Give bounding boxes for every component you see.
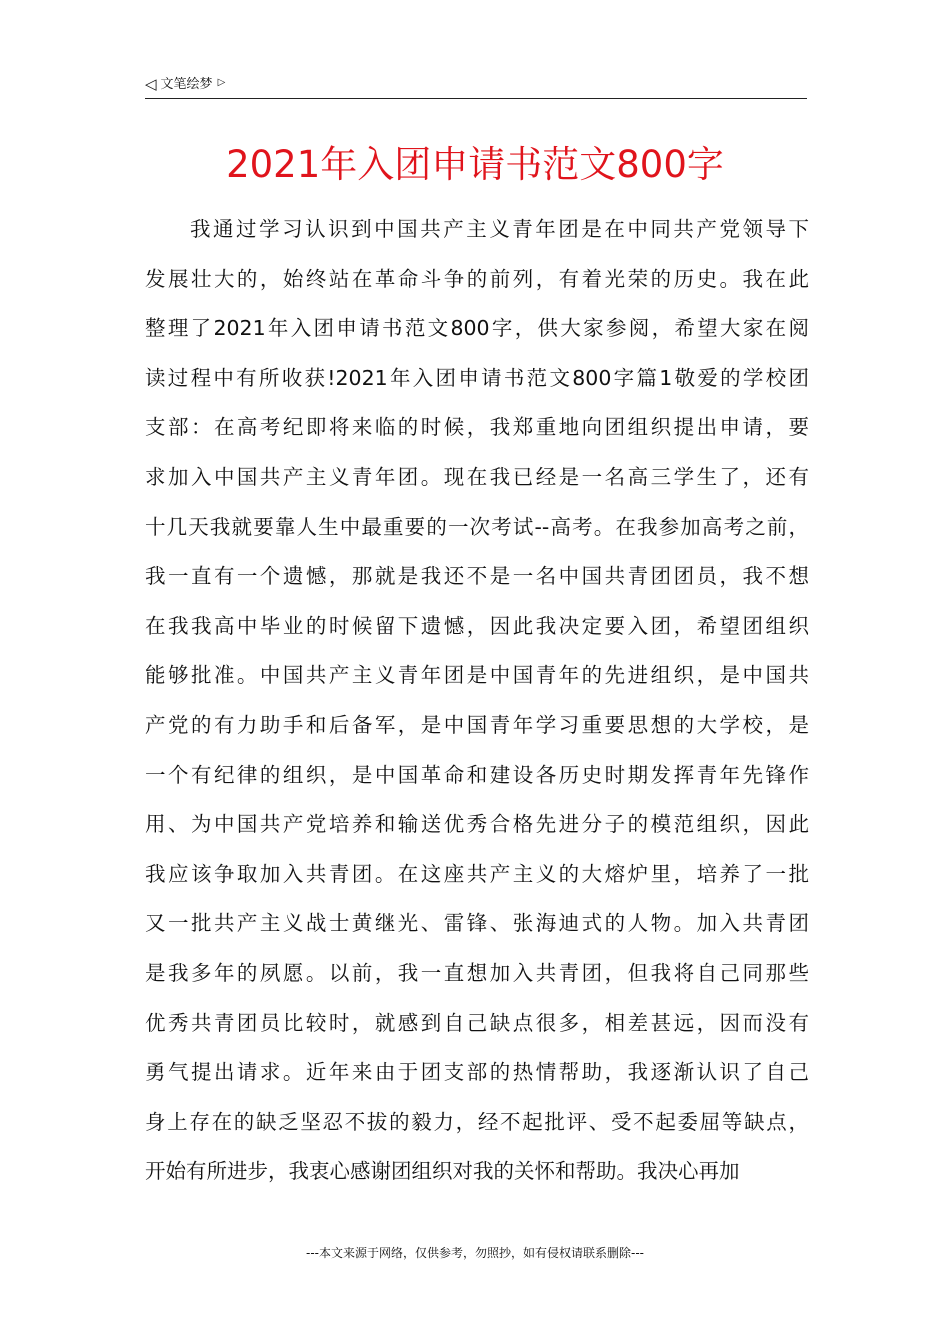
body-line: 求加入中国共产主义青年团。现在我已经是一名高三学生了，还有 bbox=[145, 464, 809, 489]
body-line: 产党的有力助手和后备军，是中国青年学习重要思想的大学校，是 bbox=[145, 712, 809, 737]
body-line: 我应该争取加入共青团。在这座共产主义的大熔炉里，培养了一批 bbox=[145, 861, 809, 886]
body-line: 读过程中有所收获!2021年入团申请书范文800字篇1敬爱的学校团 bbox=[145, 365, 809, 390]
body-line: 在我我高中毕业的时候留下遗憾，因此我决定要入团，希望团组织 bbox=[145, 613, 809, 638]
body-line: 又一批共产主义战士黄继光、雷锋、张海迪式的人物。加入共青团 bbox=[145, 911, 809, 936]
page-header bbox=[145, 76, 807, 99]
body-line: 身上存在的缺乏坚忍不拔的毅力，经不起批评、受不起委屈等缺点， bbox=[145, 1109, 809, 1134]
body-line: 用、为中国共产党培养和输送优秀合格先进分子的模范组织，因此 bbox=[145, 812, 809, 837]
triangle-right-icon: ▷ bbox=[217, 77, 226, 88]
body-line: 我通过学习认识到中国共产主义青年团是在中同共产党领导下 bbox=[190, 217, 809, 241]
document-body bbox=[145, 205, 809, 1197]
body-line: 整理了2021年入团申请书范文800字，供大家参阅，希望大家在阅 bbox=[145, 316, 809, 341]
body-line: 开始有所进步，我衷心感谢团组织对我的关怀和帮助。我决心再加 bbox=[145, 1159, 740, 1184]
body-line: 支部：在高考纪即将来临的时候，我郑重地向团组织提出申请，要 bbox=[145, 415, 809, 440]
triangle-left-icon: ◁ bbox=[145, 75, 157, 93]
body-line: 十几天我就要靠人生中最重要的一次考试--高考。在我参加高考之前， bbox=[145, 514, 809, 539]
body-line: 是我多年的夙愿。以前，我一直想加入共青团，但我将自己同那些 bbox=[145, 960, 809, 985]
document-title: 2021年入团申请书范文800字 bbox=[226, 143, 724, 186]
body-line: 能够批准。中国共产主义青年团是中国青年的先进组织，是中国共 bbox=[145, 663, 809, 688]
brand-name: 文笔绘梦 bbox=[160, 77, 213, 92]
body-line: 我一直有一个遗憾，那就是我还不是一名中国共青团团员，我不想 bbox=[145, 564, 809, 589]
body-line: 发展壮大的，始终站在革命斗争的前列，有着光荣的历史。我在此 bbox=[145, 266, 809, 291]
body-line: 优秀共青团员比较时，就感到自己缺点很多，相差甚远，因而没有 bbox=[145, 1010, 809, 1035]
body-line: 勇气提出请求。近年来由于团支部的热情帮助，我逐渐认识了自己 bbox=[145, 1060, 809, 1085]
body-line: 一个有纪律的组织，是中国革命和建设各历史时期发挥青年先锋作 bbox=[145, 762, 809, 787]
page-footer: ---本文来源于网络，仅供参考，勿照抄，如有侵权请联系删除--- bbox=[306, 1246, 644, 1260]
